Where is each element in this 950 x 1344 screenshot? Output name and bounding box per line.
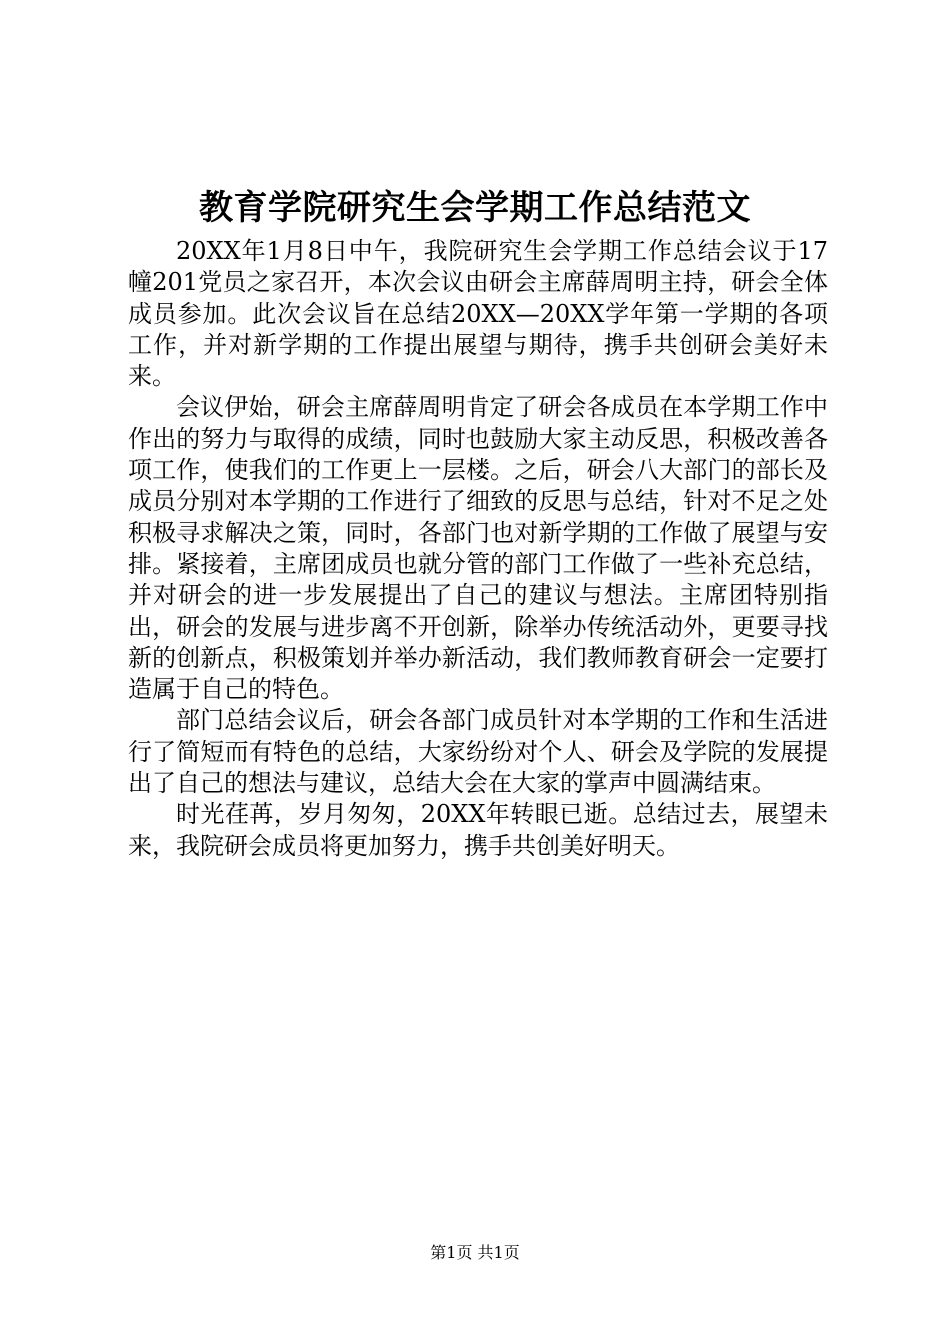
page-footer: 第1页 共1页 bbox=[430, 1243, 520, 1262]
paragraph-3: 部门总结会议后，研会各部门成员针对本学期的工作和生活进行了简短而有特色的总结，大家纷纷对个人、研会及学院的发展提出了自己的想法与建议，总结大会在大家的掌声中圆满结束。 bbox=[128, 706, 828, 798]
document-title: 教育学院研究生会学期工作总结范文 bbox=[199, 188, 751, 228]
paragraph-2: 会议伊始，研会主席薛周明肯定了研会各成员在本学期工作中作出的努力与取得的成绩，同时也鼓励大家主动反思，积极改善各项工作，使我们的工作更上一层楼。之后，研会八大部门的部长及成员分别对本学期的工作进行了细致的反思与总结，针对不足之处积极寻求解决之策，同时，各部门也对新学期的工作做了展望与安排。紧接着，主席团成员也就分管的部门工作做了一些补充总结，并对研会的进一步发展提出了自己的建议与想法。主席团特别指出，研会的发展与进步离不开创新，除举办传统活动外，更要寻找新的创新点，积极策划并举办新活动，我们教师教育研会一定要打造属于自己的特色。 bbox=[128, 393, 828, 704]
paragraph-4: 时光荏苒，岁月匆匆，20XX年转眼已逝。总结过去，展望未来，我院研会成员将更加努力，携手共创美好明天。 bbox=[128, 800, 828, 860]
paragraph-1: 20XX年1月8日中午，我院研究生会学期工作总结会议于17幢201党员之家召开，本次会议由研会主席薛周明主持，研会全体成员参加。此次会议旨在总结20XX—20XX学年第一学期的各项工作，并对新学期的工作提出展望与期待，携手共创研会美好未来。 bbox=[128, 237, 828, 391]
document-body bbox=[128, 236, 828, 862]
